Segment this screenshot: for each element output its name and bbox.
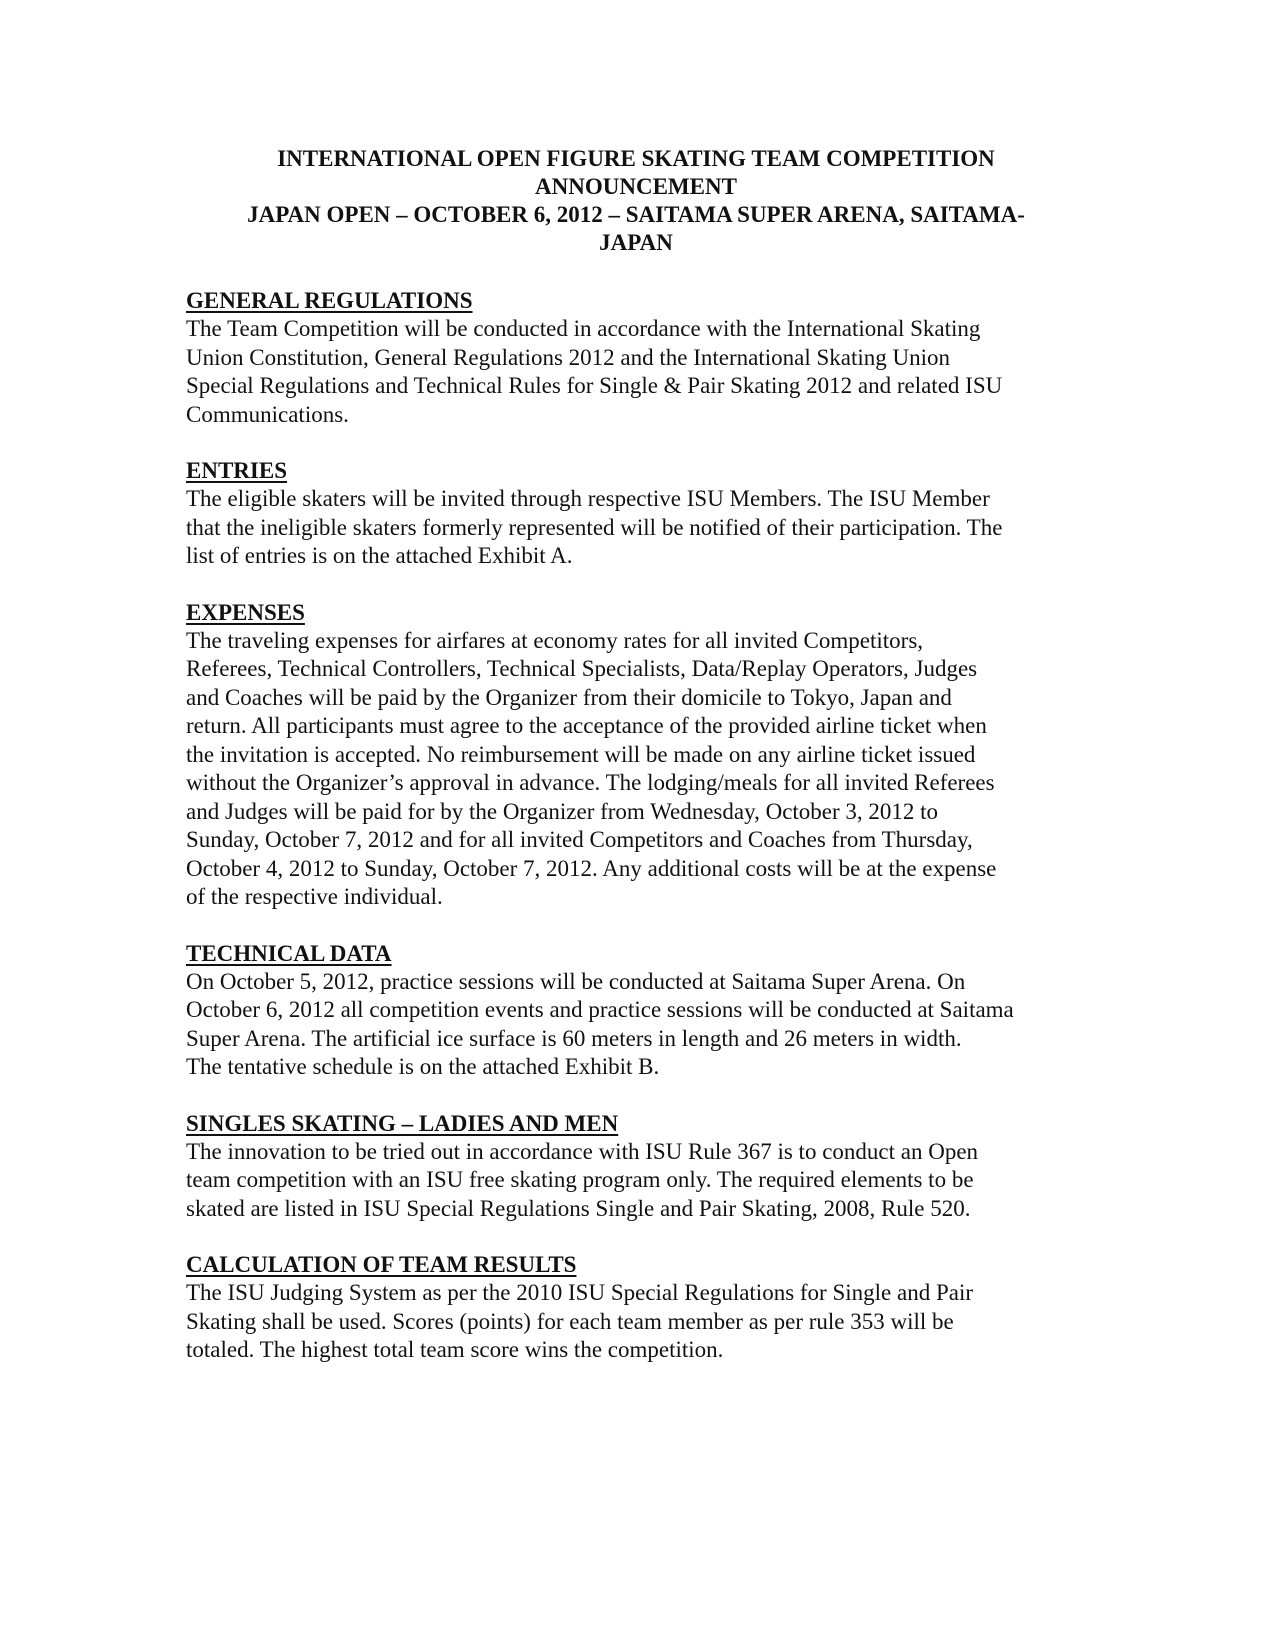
text-line: and Coaches will be paid by the Organizer from their domicile to Tokyo, Japan and bbox=[186, 684, 952, 710]
text-line: Referees, Technical Controllers, Technical Specialists, Data/Replay Operators, Judges bbox=[186, 656, 978, 681]
section-body bbox=[186, 315, 1086, 429]
section-body bbox=[186, 627, 1086, 912]
text-line: Communications. bbox=[186, 401, 349, 427]
section-body bbox=[186, 968, 1086, 1082]
text-line: Special Regulations and Technical Rules for Single & Pair Skating 2012 and related ISU bbox=[186, 373, 1003, 398]
text-line: October 4, 2012 to Sunday, October 7, 2012. Any additional costs will be at the expense bbox=[186, 855, 997, 881]
section-general-regulations bbox=[186, 287, 1086, 429]
text-line: The tentative schedule is on the attached Exhibit B. bbox=[186, 1054, 660, 1079]
text-line: Super Arena. The artificial ice surface is 60 meters in length and 26 meters in width. bbox=[186, 1025, 962, 1051]
text-line: and Judges will be paid for by the Organizer from Wednesday, October 3, 2012 to bbox=[186, 798, 939, 824]
text-line: of the respective individual. bbox=[186, 884, 443, 909]
text-line: The traveling expenses for airfares at economy rates for all invited Competitors, bbox=[186, 627, 924, 653]
title-line: INTERNATIONAL OPEN FIGURE SKATING TEAM COMPETITION bbox=[277, 146, 995, 171]
text-line: The ISU Judging System as per the 2010 ISU Special Regulations for Single and Pair bbox=[186, 1280, 974, 1305]
text-line: Union Constitution, General Regulations 2012 and the International Skating Union bbox=[186, 344, 950, 370]
text-line: the invitation is accepted. No reimbursement will be made on any airline ticket issued bbox=[186, 741, 976, 767]
section-heading: TECHNICAL DATA bbox=[186, 940, 392, 966]
text-line: without the Organizer’s approval in advance. The lodging/meals for all invited Referees bbox=[186, 770, 995, 795]
text-line: return. All participants must agree to the acceptance of the provided airline ticket when bbox=[186, 713, 987, 738]
text-line: team competition with an ISU free skating program only. The required elements to be bbox=[186, 1167, 974, 1192]
section-heading: GENERAL REGULATIONS bbox=[186, 288, 473, 313]
section-body bbox=[186, 1138, 1086, 1224]
document-page bbox=[186, 145, 1086, 1365]
title-line: JAPAN bbox=[599, 230, 673, 255]
text-line: Sunday, October 7, 2012 and for all invited Competitors and Coaches from Thursday, bbox=[186, 827, 973, 852]
section-heading: ENTRIES bbox=[186, 458, 287, 483]
section-heading: SINGLES SKATING – LADIES AND MEN bbox=[186, 1110, 619, 1136]
text-line: list of entries is on the attached Exhibit A. bbox=[186, 543, 573, 568]
text-line: The innovation to be tried out in accordance with ISU Rule 367 is to conduct an Open bbox=[186, 1138, 979, 1164]
section-heading: CALCULATION OF TEAM RESULTS bbox=[186, 1252, 577, 1277]
section-heading: EXPENSES bbox=[186, 599, 305, 625]
section-entries bbox=[186, 457, 1086, 571]
title-line: JAPAN OPEN – OCTOBER 6, 2012 – SAITAMA SUPER ARENA, SAITAMA- bbox=[247, 202, 1025, 227]
title-line: ANNOUNCEMENT bbox=[535, 174, 737, 199]
text-line: Skating shall be used. Scores (points) for each team member as per rule 353 will be bbox=[186, 1308, 954, 1334]
text-line: On October 5, 2012, practice sessions will be conducted at Saitama Super Arena. On bbox=[186, 968, 966, 994]
section-calculation-of-team-results bbox=[186, 1251, 1086, 1365]
text-line: The eligible skaters will be invited through respective ISU Members. The ISU Member bbox=[186, 486, 990, 511]
section-singles-skating bbox=[186, 1110, 1086, 1224]
text-line: October 6, 2012 all competition events and practice sessions will be conducted at Saitama bbox=[186, 997, 1014, 1022]
text-line: The Team Competition will be conducted in accordance with the International Skating bbox=[186, 316, 981, 341]
document-title bbox=[186, 145, 1086, 257]
section-expenses bbox=[186, 599, 1086, 912]
text-line: that the ineligible skaters formerly represented will be notified of their participation. The bbox=[186, 514, 1003, 540]
section-body bbox=[186, 485, 1086, 571]
text-line: totaled. The highest total team score wins the competition. bbox=[186, 1337, 724, 1362]
section-technical-data bbox=[186, 940, 1086, 1082]
section-body bbox=[186, 1279, 1086, 1365]
text-line: skated are listed in ISU Special Regulations Single and Pair Skating, 2008, Rule 520. bbox=[186, 1195, 971, 1221]
